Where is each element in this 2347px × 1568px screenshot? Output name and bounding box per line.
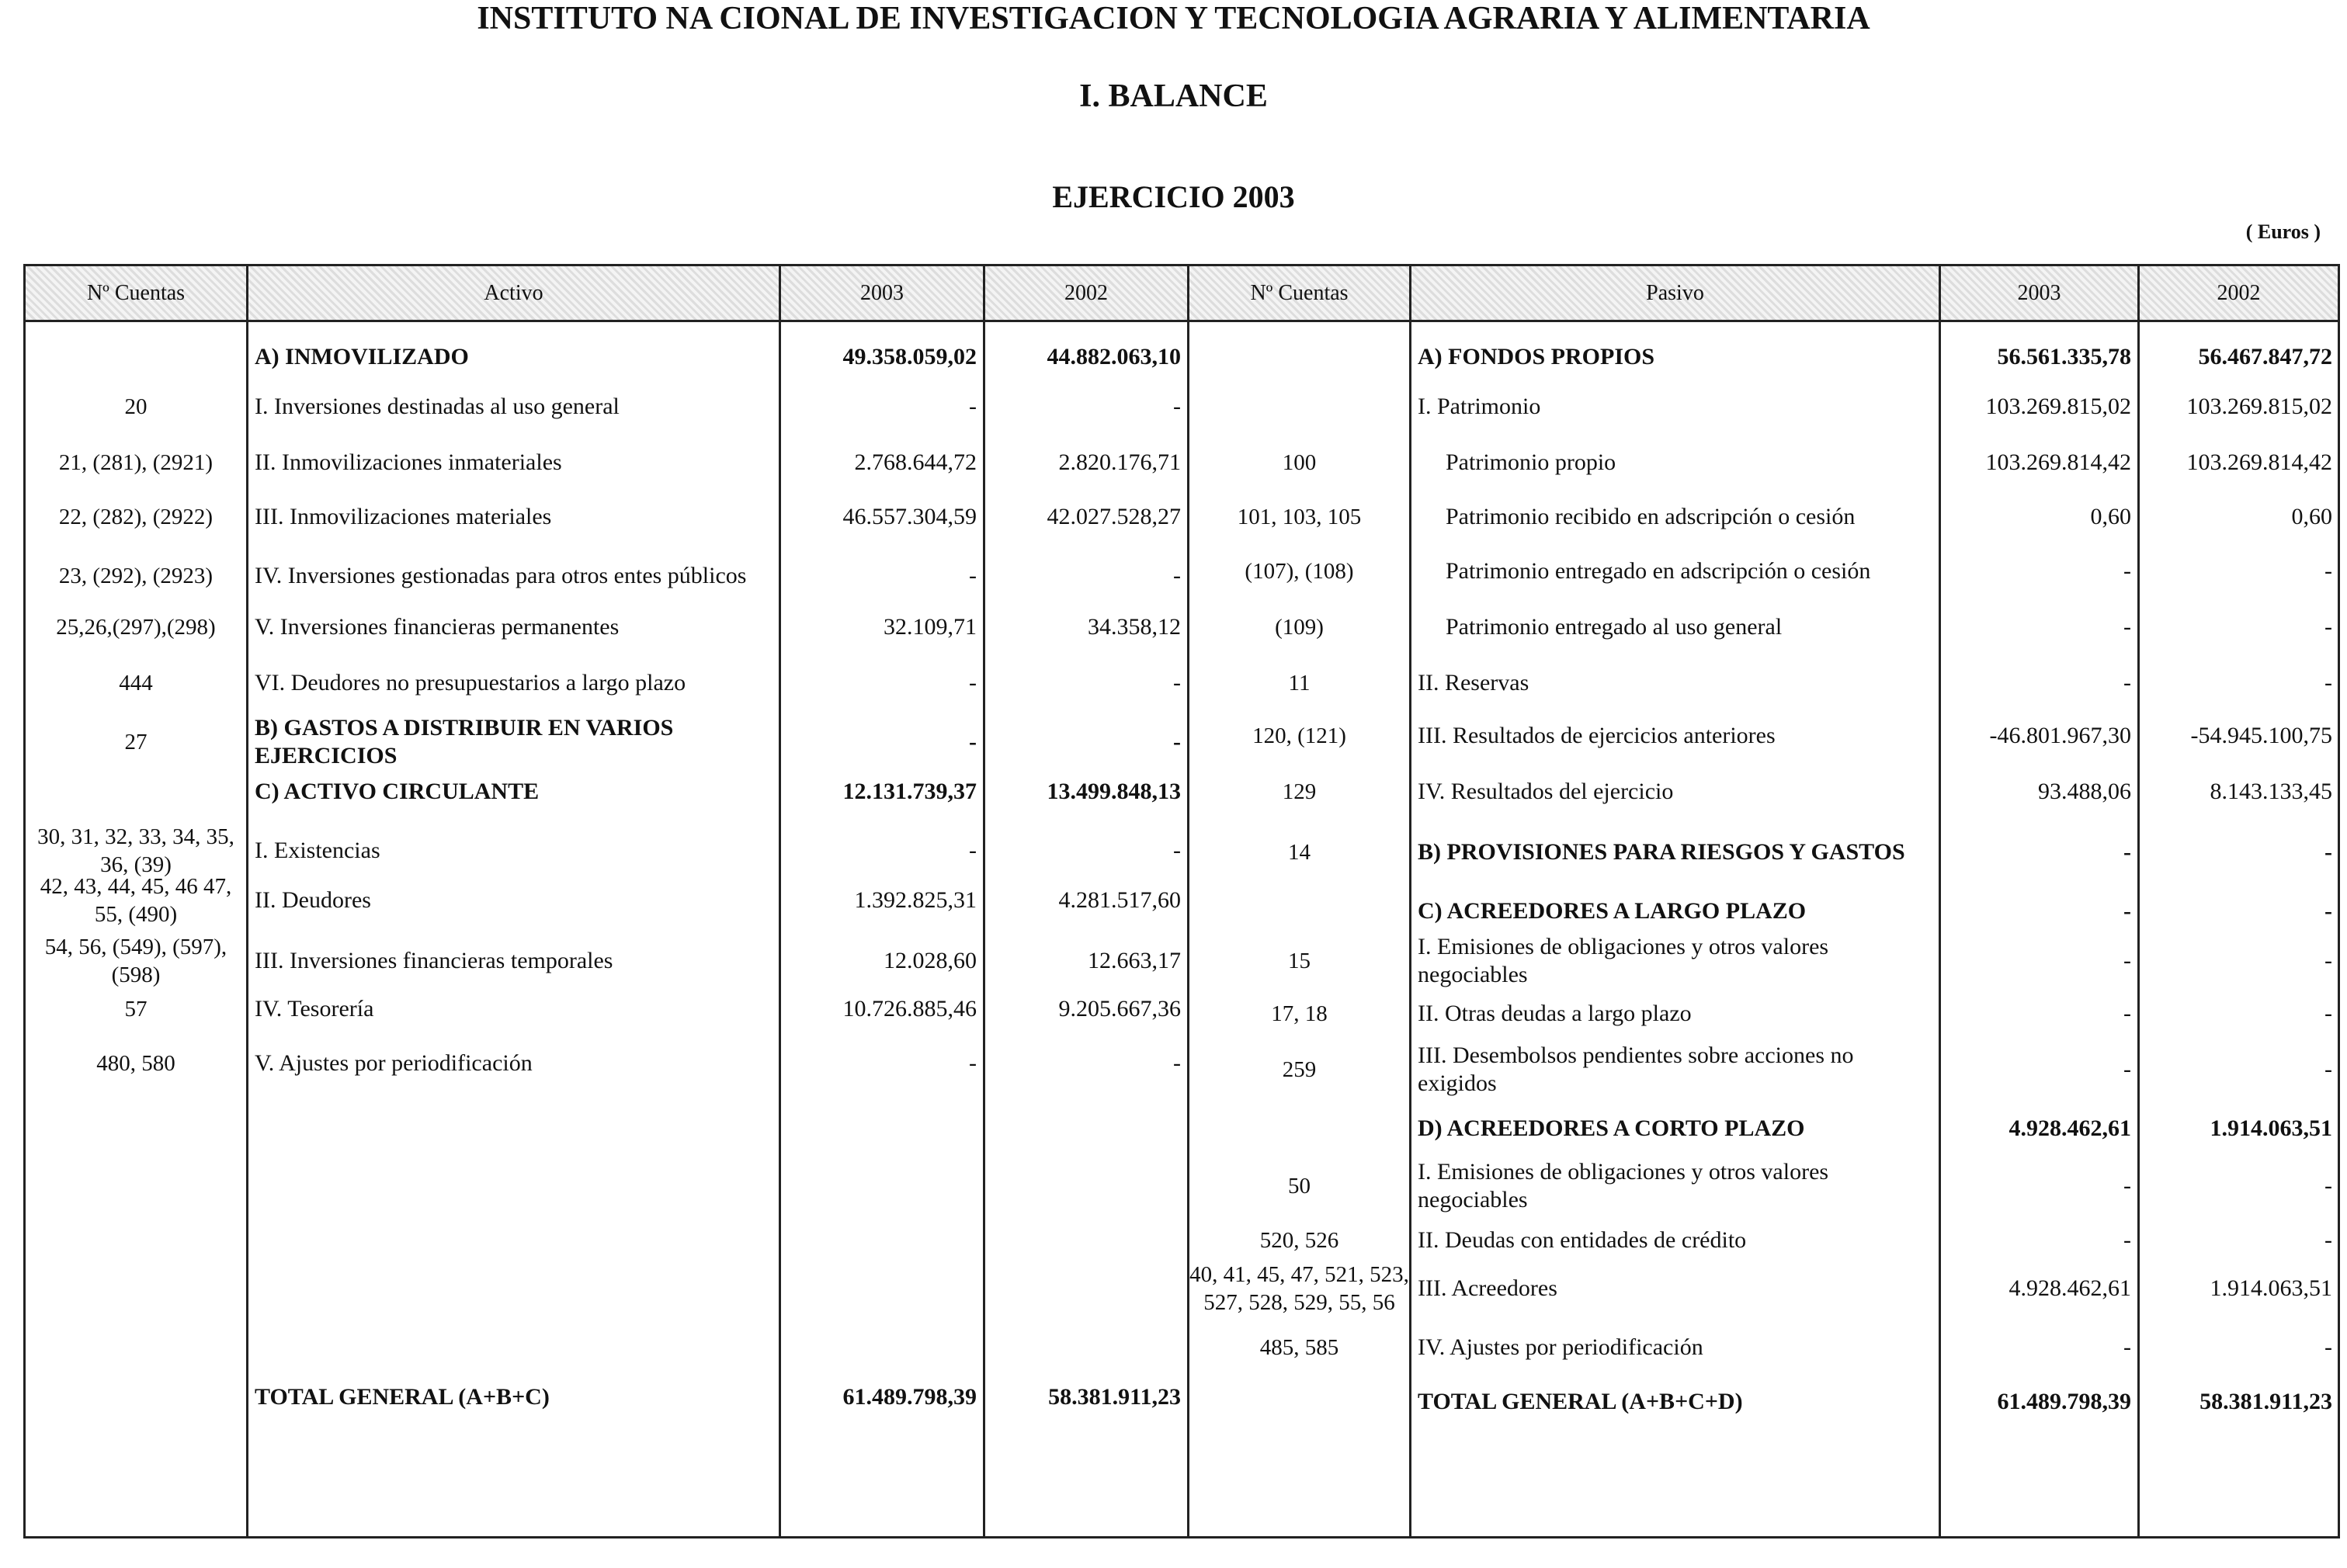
pasivo-2003-value: 0,60 [2090,504,2131,529]
pasivo-cuentas: 129 [1282,779,1317,804]
pasivo-label: III. Acreedores [1418,1275,1557,1301]
pasivo-2003-value: 61.489.798,39 [1997,1389,2131,1414]
activo-cuentas: 54, 56, (549), (597), (598) [44,935,227,987]
pasivo-2002-value: - [2324,614,2332,640]
pasivo-cuentas: (107), (108) [1245,559,1354,584]
pasivo-label: II. Otras deudas a largo plazo [1418,1001,1692,1026]
activo-2002-value: 58.381.911,23 [1048,1384,1181,1410]
pasivo-cuentas: 259 [1282,1057,1317,1082]
activo-label: II. Inmovilizaciones inmateriales [255,449,562,475]
activo-2002-value: 34.358,12 [1088,614,1181,640]
pasivo-2002-value: - [2324,1173,2332,1199]
pasivo-cuentas: 17, 18 [1271,1001,1328,1026]
section-title: I. BALANCE [1079,78,1268,114]
activo-cuentas: 22, (282), (2922) [58,505,214,529]
activo-2003-value: - [969,563,977,588]
activo-cuentas [26,1366,246,1428]
pasivo-label: Patrimonio recibido en adscripción o cesión [1446,504,1856,529]
pasivo-2002-value: - [2324,1001,2332,1026]
col-header-pasivo-2002: 2002 [2140,266,2338,320]
pasivo-label: B) PROVISIONES PARA RIESGOS Y GASTOS [1418,839,1905,865]
column-divider [1409,264,1411,1539]
activo-2003-value: 1.392.825,31 [854,887,977,913]
pasivo-cuentas [1189,888,1409,935]
pasivo-2002-value: 56.467.847,72 [2198,344,2332,369]
activo-2002-value: 42.027.528,27 [1047,504,1181,529]
pasivo-cuentas: 14 [1288,840,1311,865]
activo-2003-value: 61.489.798,39 [842,1384,977,1410]
activo-cuentas: 42, 43, 44, 45, 46 47, 55, (490) [40,874,232,927]
pasivo-cuentas: 120, (121) [1252,723,1346,748]
currency-unit: ( Euros ) [2245,220,2321,243]
activo-2003-value: 32.109,71 [884,614,977,640]
activo-cuentas: 21, (281), (2921) [58,450,214,475]
pasivo-cuentas: 485, 585 [1259,1335,1339,1360]
pasivo-label: Patrimonio entregado en adscripción o cesión [1446,558,1871,584]
pasivo-2002-value: - [2324,1056,2332,1082]
pasivo-cuentas: 100 [1282,450,1317,475]
activo-2002-value: - [1173,394,1181,419]
pasivo-label: I. Emisiones de obligaciones y otros valores negociables [1418,1159,1829,1212]
pasivo-2002-value: 103.269.815,02 [2186,394,2332,419]
pasivo-2002-value: 8.143.133,45 [2210,779,2332,804]
activo-cuentas: 30, 31, 32, 33, 34, 35, 36, (39) [37,824,234,877]
pasivo-2002-value: - [2324,898,2332,924]
pasivo-label: Patrimonio entregado al uso general [1446,614,1783,640]
pasivo-2002-value: 103.269.814,42 [2186,449,2332,475]
activo-2003-value: 46.557.304,59 [842,504,977,529]
col-header-cuentas-activo: Nº Cuentas [26,266,246,320]
period-title: EJERCICIO 2003 [1052,179,1295,214]
pasivo-2002-value: 58.381.911,23 [2199,1389,2332,1414]
pasivo-label: TOTAL GENERAL (A+B+C+D) [1418,1389,1743,1414]
activo-label: VI. Deudores no presupuestarios a largo plazo [255,670,686,696]
activo-cuentas: 480, 580 [96,1051,175,1076]
institution-title: INSTITUTO NA CIONAL DE INVESTIGACION Y TECNOLOGIA AGRARIA Y ALIMENTARIA [477,1,1870,36]
activo-label: I. Inversiones destinadas al uso general [255,394,620,419]
activo-cuentas [26,768,246,815]
activo-2003-value: - [969,1050,977,1076]
activo-cuentas: 57 [124,997,148,1022]
pasivo-label: III. Desembolsos pendientes sobre acciones no exigidos [1418,1042,1854,1096]
pasivo-cuentas: 11 [1288,671,1311,696]
pasivo-2002-value: - [2324,558,2332,584]
pasivo-2003-value: 56.561.335,78 [1997,344,2131,369]
activo-label: IV. Tesorería [255,996,374,1022]
pasivo-2002-value: - [2324,1227,2332,1253]
activo-label: TOTAL GENERAL (A+B+C) [255,1384,550,1410]
activo-2002-value: 12.663,17 [1088,948,1181,973]
activo-2003-value: 12.028,60 [884,948,977,973]
pasivo-2002-value: 1.914.063,51 [2210,1115,2332,1141]
pasivo-cuentas: 101, 103, 105 [1237,505,1362,529]
pasivo-cuentas: 50 [1288,1174,1311,1199]
pasivo-label: III. Resultados de ejercicios anteriores [1418,723,1776,748]
pasivo-2002-value: - [2324,948,2332,973]
pasivo-2003-value: 4.928.462,61 [2008,1115,2131,1141]
pasivo-cuentas: 15 [1288,949,1311,973]
activo-2002-value: 13.499.848,13 [1047,779,1181,804]
activo-2003-value: 2.768.644,72 [854,449,977,475]
col-header-pasivo: Pasivo [1411,266,1939,320]
pasivo-2002-value: 1.914.063,51 [2210,1275,2332,1301]
activo-2003-value: 12.131.739,37 [842,779,977,804]
pasivo-2002-value: - [2324,1334,2332,1360]
column-divider [246,264,248,1539]
activo-2003-value: - [969,838,977,863]
col-header-activo-2002: 2002 [985,266,1187,320]
pasivo-cuentas [1189,1371,1409,1433]
pasivo-cuentas [1189,383,1409,430]
activo-label: I. Existencias [255,838,380,863]
activo-cuentas [26,334,246,380]
pasivo-2002-value: - [2324,670,2332,696]
activo-2002-value: - [1173,729,1181,755]
activo-cuentas: 25,26,(297),(298) [56,615,216,640]
activo-2002-value: - [1173,1050,1181,1076]
pasivo-label: IV. Resultados del ejercicio [1418,779,1674,804]
activo-2003-value: - [969,394,977,419]
pasivo-label: II. Deudas con entidades de crédito [1418,1227,1747,1253]
pasivo-2003-value: 103.269.815,02 [1985,394,2131,419]
pasivo-label: IV. Ajustes por periodificación [1418,1334,1703,1360]
pasivo-2003-value: - [2123,1056,2131,1082]
activo-2003-value: - [969,729,977,755]
pasivo-2003-value: - [2123,670,2131,696]
activo-label: A) INMOVILIZADO [255,344,469,369]
activo-2002-value: - [1173,563,1181,588]
pasivo-label: A) FONDOS PROPIOS [1418,344,1655,369]
pasivo-2003-value: - [2123,1334,2131,1360]
activo-2003-value: 49.358.059,02 [842,344,977,369]
pasivo-cuentas: 40, 41, 45, 47, 521, 523, 527, 528, 529, 55, 56 [1189,1262,1409,1315]
activo-label: C) ACTIVO CIRCULANTE [255,779,540,804]
pasivo-2003-value: - [2123,898,2131,924]
pasivo-2003-value: 103.269.814,42 [1985,449,2131,475]
activo-2002-value: 9.205.667,36 [1058,996,1181,1022]
pasivo-label: I. Patrimonio [1418,394,1541,419]
activo-2002-value: - [1173,838,1181,863]
pasivo-cuentas [1189,1105,1409,1152]
pasivo-2003-value: - [2123,558,2131,584]
pasivo-label: C) ACREEDORES A LARGO PLAZO [1418,898,1807,924]
pasivo-label: D) ACREEDORES A CORTO PLAZO [1418,1115,1805,1141]
activo-label: B) GASTOS A DISTRIBUIR EN VARIOS EJERCICIOS [255,715,674,768]
pasivo-cuentas: (109) [1275,615,1324,640]
activo-label: II. Deudores [255,887,371,913]
activo-2002-value: - [1173,670,1181,696]
col-header-activo: Activo [248,266,779,320]
pasivo-2003-value: - [2123,1227,2131,1253]
col-header-activo-2003: 2003 [781,266,983,320]
pasivo-2003-value: - [2123,1173,2131,1199]
pasivo-cuentas: 520, 526 [1259,1228,1339,1253]
pasivo-label: II. Reservas [1418,670,1529,696]
activo-2003-value: 10.726.885,46 [842,996,977,1022]
pasivo-2003-value: - [2123,1001,2131,1026]
pasivo-2003-value: - [2123,839,2131,865]
activo-2002-value: 44.882.063,10 [1047,344,1181,369]
pasivo-2002-value: -54.945.100,75 [2190,723,2332,748]
activo-cuentas: 27 [124,730,148,755]
activo-label: V. Ajustes por periodificación [255,1050,533,1076]
activo-label: V. Inversiones financieras permanentes [255,614,620,640]
pasivo-label: Patrimonio propio [1446,449,1616,475]
activo-2002-value: 4.281.517,60 [1058,887,1181,913]
pasivo-label: I. Emisiones de obligaciones y otros valores negociables [1418,934,1829,987]
col-header-pasivo-2003: 2003 [1941,266,2137,320]
pasivo-2003-value: 4.928.462,61 [2008,1275,2131,1301]
activo-label: III. Inversiones financieras temporales [255,948,613,973]
pasivo-2003-value: 93.488,06 [2038,779,2131,804]
pasivo-2003-value: -46.801.967,30 [1989,723,2131,748]
activo-cuentas: 444 [119,671,153,696]
activo-2002-value: 2.820.176,71 [1058,449,1181,475]
col-header-cuentas-pasivo: Nº Cuentas [1189,266,1409,320]
pasivo-2002-value: - [2324,839,2332,865]
activo-cuentas: 20 [124,394,148,419]
activo-label: III. Inmovilizaciones materiales [255,504,552,529]
header-divider [23,320,2340,322]
pasivo-2002-value: 0,60 [2291,504,2332,529]
activo-cuentas: 23, (292), (2923) [58,564,214,588]
pasivo-2003-value: - [2123,614,2131,640]
pasivo-cuentas [1189,334,1409,380]
activo-label: IV. Inversiones gestionadas para otros entes públicos [255,563,747,588]
pasivo-2003-value: - [2123,948,2131,973]
activo-2003-value: - [969,670,977,696]
